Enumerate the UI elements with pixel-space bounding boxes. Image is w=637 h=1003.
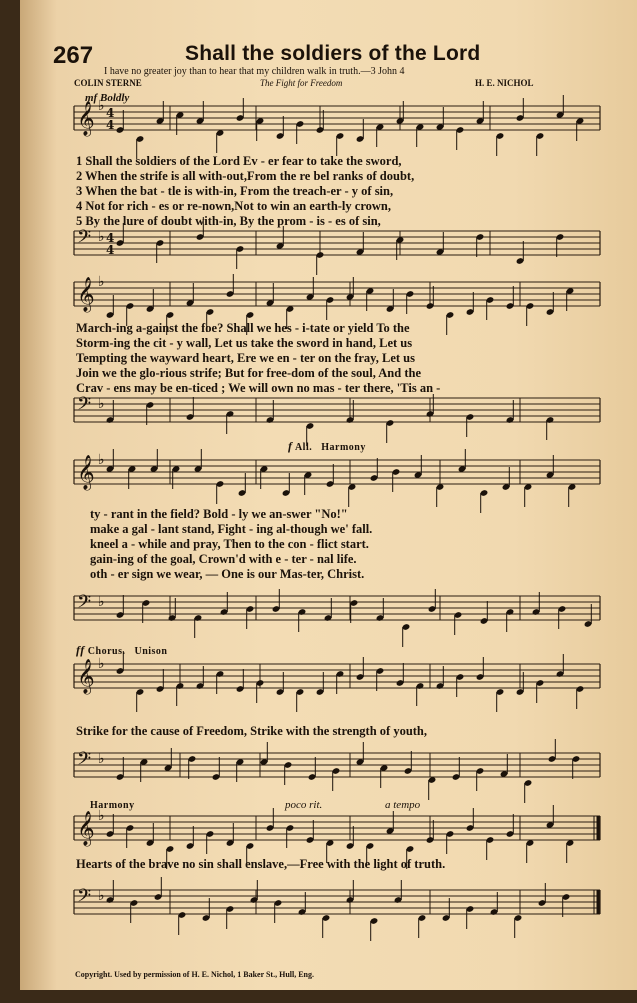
stanza-line-2-1: March-ing a-gainst the foe? Shall we hes - i-tate or yield To the	[76, 321, 410, 335]
dynamic-f: f	[288, 439, 293, 453]
system1-bass-clef: 𝄢	[77, 227, 92, 252]
chorus2-treble-flat: ♭	[98, 808, 105, 824]
hymn-number: 267	[53, 42, 94, 69]
mark-chorus	[76, 643, 167, 658]
chorus2-bass-flat: ♭	[98, 888, 105, 904]
system1-bass-flat: ♭	[98, 229, 105, 245]
system3-treble-clef: 𝄞	[77, 455, 95, 490]
system2-treble-flat: ♭	[98, 274, 105, 290]
dynamic-mf-text: mf	[85, 92, 98, 104]
mark-a-tempo: a tempo	[385, 799, 421, 811]
music-notation	[20, 0, 637, 990]
chorus-line-2: Hearts of the brave no sin shall enslave,—Free with the light of truth.	[76, 857, 446, 871]
system1-treble-clef: 𝄞	[77, 101, 95, 136]
hymn-page	[20, 0, 637, 990]
copyright-footer: Copyright. Used by permission of H. E. Nichol, 1 Baker St., Hull, Eng.	[75, 970, 314, 979]
stanza-line-1-4: 4 Not for rich - es or re-nown,Not to win an earth-ly crown,	[76, 199, 392, 213]
chorus1-treble-clef: 𝄞	[77, 659, 95, 694]
mark-harmony-bottom: Harmony	[90, 800, 135, 811]
stanza-line-3-2: make a gal - lant stand, Fight - ing al-though we' fall.	[90, 522, 373, 536]
lyricist: COLIN STERNE	[74, 78, 142, 88]
stanza-line-3-1: ty - rant in the field? Bold - ly we an-swer "No!"	[90, 507, 348, 521]
system2-bass-clef: 𝄢	[77, 394, 92, 419]
hymn-title: Shall the soldiers of the Lord	[185, 42, 481, 65]
composer: H. E. NICHOL	[475, 78, 534, 88]
stanza-line-2-2: Storm-ing the cit - y wall, Let us take the sword in hand, Let us	[76, 336, 413, 350]
system2-bass-flat: ♭	[98, 396, 105, 412]
system2-treble-clef: 𝄞	[77, 277, 95, 312]
system3-bass-clef: 𝄢	[77, 592, 92, 617]
chorus1-bass-clef: 𝄢	[77, 749, 92, 774]
stanza-line-1-5: 5 By the lure of doubt with-in, By the prom - is - es of sin,	[76, 214, 381, 228]
tempo-boldly: Boldly	[99, 92, 130, 104]
mark-chorus-text: Chorus.	[87, 646, 126, 657]
chorus2-bass-clef: 𝄢	[77, 886, 92, 911]
tune-name: The Fight for Freedom	[260, 78, 343, 88]
stanza-line-3-3: kneel a - while and pray, Then to the con - flict start.	[90, 537, 369, 551]
stanza-line-2-5: Crav - ens may be en-ticed ; We will own no mas - ter there, 'Tis an -	[76, 381, 441, 395]
stanza-line-3-4: gain-ing of the goal, Crown'd with e - ter - nal life.	[90, 552, 357, 566]
system3-bass-flat: ♭	[98, 594, 105, 610]
stanza-line-1-2: 2 When the strife is all with-out,From the re bel ranks of doubt,	[76, 169, 415, 183]
mark-unison: Unison	[134, 646, 168, 657]
chorus2-treble-clef: 𝄞	[77, 811, 95, 846]
stanza-line-1-3: 3 When the bat - tle is with-in, From the treach-er - y of sin,	[76, 184, 394, 198]
dynamic-ff: ff	[76, 643, 85, 657]
system1-treble-flat: ♭	[98, 98, 105, 114]
mark-all-text: All.	[294, 442, 313, 453]
chorus-line-1: Strike for the cause of Freedom, Strike with the strength of youth,	[76, 724, 428, 738]
chorus1-treble-flat: ♭	[98, 656, 105, 672]
mark-poco-rit: poco rit.	[285, 799, 323, 811]
svg-text:4: 4	[106, 118, 115, 132]
system3-treble-flat: ♭	[98, 452, 105, 468]
mark-all	[288, 439, 366, 454]
system1-treble-time: 4	[106, 106, 115, 120]
stanza-line-1-1: 1 Shall the soldiers of the Lord Ev - er fear to take the sword,	[76, 154, 402, 168]
stanza-line-2-3: Tempting the wayward heart, Ere we en - ter on the fray, Let us	[76, 351, 415, 365]
system1-bass-time: 4	[106, 231, 115, 245]
stanza-line-2-4: Join we the glo-rious strife; But for free-dom of the soul, And the	[76, 366, 421, 380]
svg-text:4: 4	[106, 243, 115, 257]
mark-harmony-top: Harmony	[321, 442, 366, 453]
stanza-line-3-5: oth - er sign we wear, — One is our Mas-ter, Christ.	[90, 567, 365, 581]
scripture-verse: I have no greater joy than to hear that my children walk in truth.—3 John 4	[104, 66, 405, 77]
chorus1-bass-flat: ♭	[98, 751, 105, 767]
